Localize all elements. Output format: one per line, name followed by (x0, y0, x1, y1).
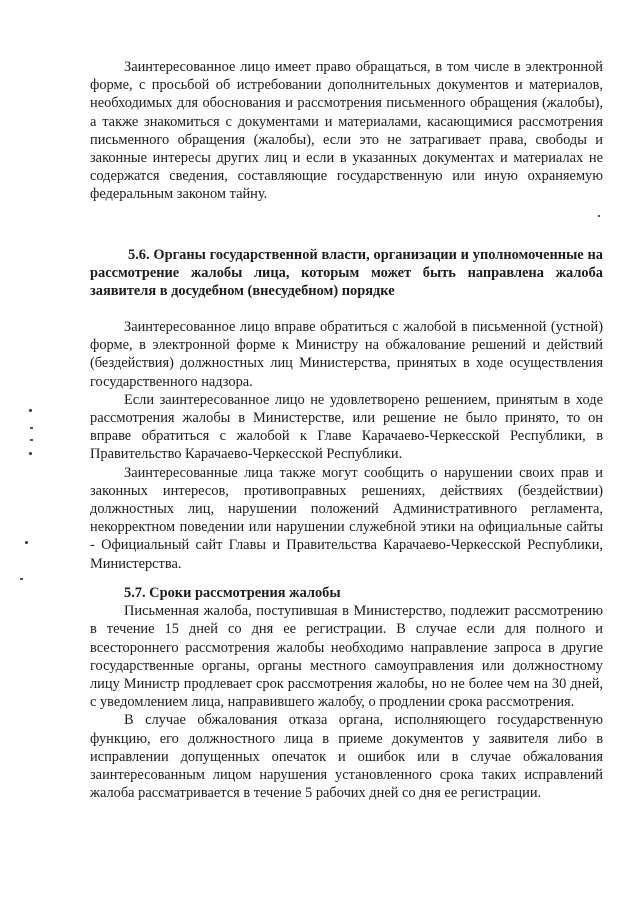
scan-speck (30, 439, 33, 441)
paragraph-complaint-to-minister: Заинтересованное лицо вправе обратиться с жалобой в письменной (устной) форме, в электронной форме к Министру на обжалование решений и действий (бездействия) должностных лиц Министерства, принятых в ходе осуществления государственного надзора. (90, 319, 603, 390)
paragraph-report-violations: Заинтересованные лица также могут сообщить о нарушении своих прав и законных интересов, противоправных решениях, действиях (бездействии) должностных лиц, нарушении положений Административного регламента, некорректном поведении или нарушении служебной этики на официальные сайты - Официальный сайт Главы и Правительства Карачаево-Черкесской Республики, Министерства. (90, 464, 603, 572)
scan-speck (20, 578, 23, 580)
section-5-7 (90, 584, 603, 802)
paragraph-right-to-request-documents: Заинтересованное лицо имеет право обращаться, в том числе в электронной форме, с просьбой об истребовании дополнительных документов и материалов, необходимых для обоснования и рассмотрения письменного обращения (жалобы), а также знакомиться с документами и материалами, касающимися рассмотрения письменного обращения (жалобы), если это не затрагивает права, свободы и законные интересы других лиц и если в указанных документах и материалах не содержатся сведения, составляющие государственную или иную охраняемую федеральным законом тайну. (90, 59, 603, 203)
intro-block (90, 58, 603, 204)
scan-speck (29, 452, 32, 455)
section-5-6-heading: 5.6. Органы государственной власти, организации и уполномоченные на рассмотрение жалобы лица, которым может быть направлена жалоба заявителя в досудебном (внесудебном) порядке (90, 247, 603, 300)
section-5-6-body (90, 318, 603, 573)
paragraph-appeal-to-head: Если заинтересованное лицо не удовлетворено решением, принятым в ходе рассмотрения жалобы в Министерстве, или решение не было принято, то он вправе обратиться с жалобой к Главе Карачаево-Черкесской Республики, в Правительство Карачаево-Черкесской Республики. (90, 391, 603, 463)
paragraph-review-period: Письменная жалоба, поступившая в Министерство, подлежит рассмотрению в течение 15 дней со дня ее регистрации. В случае если для полного и всестороннего рассмотрения жалобы необходимо направление запроса в другие государственные органы, органы местного самоуправления или должностному лицу Министр продлевает срок рассмотрения жалобы, но не более чем на 30 дней, с уведомлением лица, направившего жалобу, о продлении срока рассмотрения. (90, 603, 603, 711)
paragraph-refusal-review-period: В случае обжалования отказа органа, исполняющего государственную функцию, его должностного лица в приеме документов у заявителя либо в исправлении допущенных опечаток и ошибок или в случае обжалования заинтересованным лицом нарушения установленного срока таких исправлений жалоба рассматривается в течение 5 рабочих дней со дня ее регистрации. (90, 712, 603, 802)
scan-speck (25, 541, 28, 544)
scan-speck (29, 409, 32, 412)
section-5-7-heading: 5.7. Сроки рассмотрения жалобы (124, 585, 341, 601)
scan-speck (598, 215, 600, 217)
scan-speck (30, 427, 33, 429)
section-5-6 (90, 246, 603, 301)
